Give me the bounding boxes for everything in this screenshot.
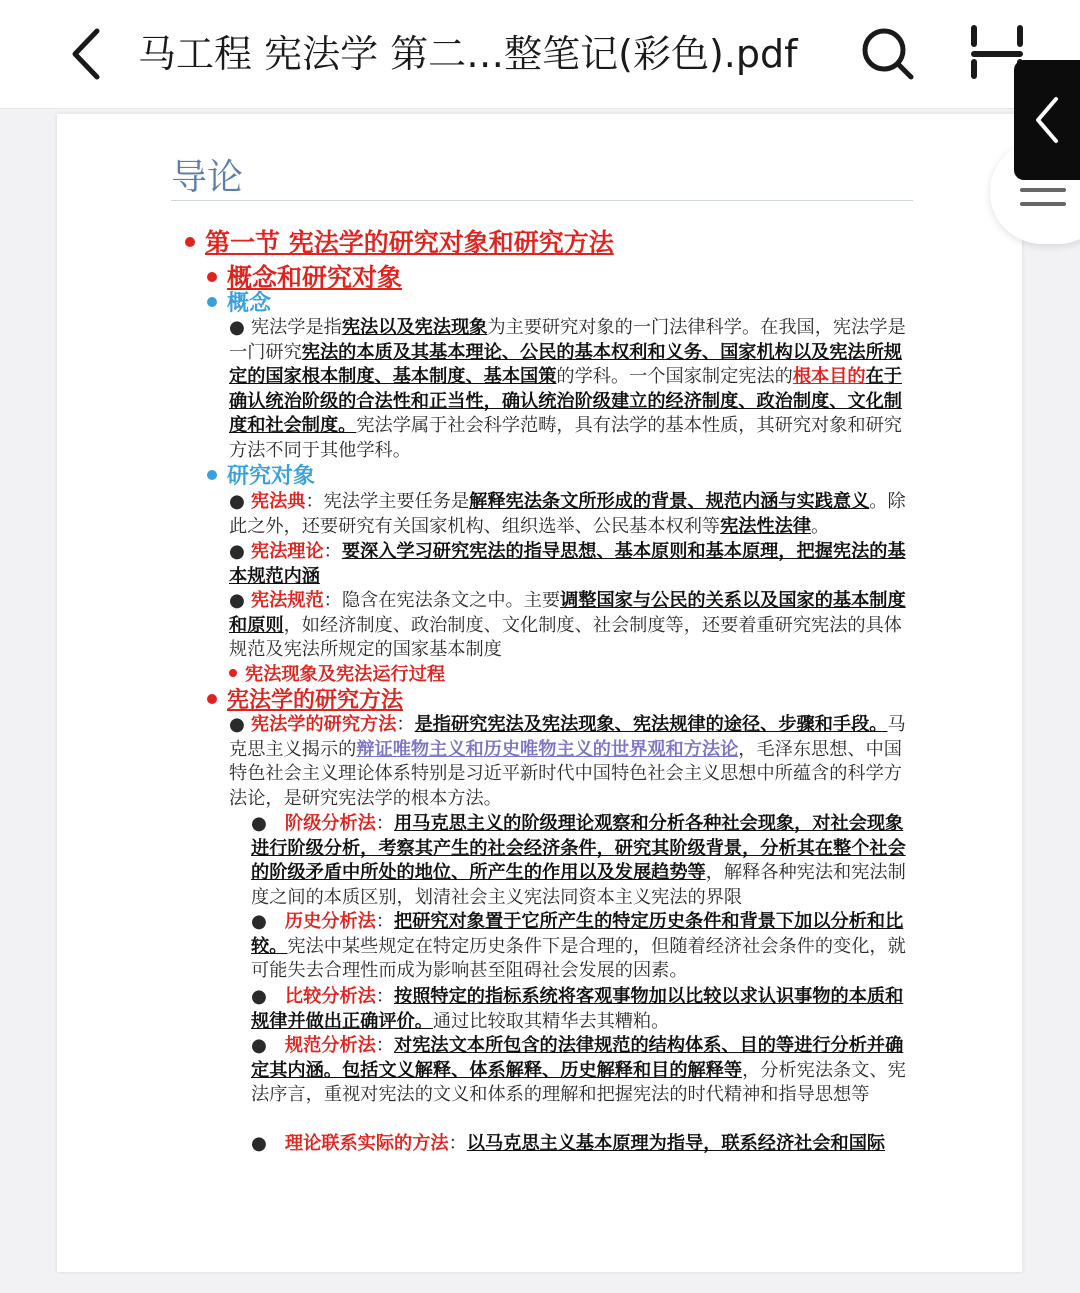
concept-paragraph: ● 宪法学是指宪法以及宪法现象为主要研究对象的一门法律科学。在我国，宪法学是一门研究宪法的本质及其基本理论、公民的基本权利和义务、国家机构以及宪法所规定的国家根本制度、基本制度、基本国策的学科。一个国家制定宪法的根本目的在于确认统治阶级的合法性和正当性，确认统治阶级建立的经济制度、政治制度、文化制度和社会制度。宪法学属于社会科学范畴，具有法学的基本性质，其研究对象和研究方法不同于其他学科。 [229, 317, 906, 461]
bullet [207, 470, 217, 480]
pdf-page [57, 114, 1022, 1272]
method-item: ● 比较分析法：按照特定的指标系统将客观事物加以比较以求认识事物的本质和规律并做出正确评价。通过比较取其精华去其糟粕。 [251, 986, 904, 1032]
concept-heading: 概念 [207, 289, 271, 319]
document-title: 马工程 宪法学 第二…整笔记(彩色).pdf [138, 32, 798, 76]
chevron-left-icon [1034, 95, 1060, 145]
chapter-title: 导论 [171, 157, 244, 198]
subsection-heading: 概念和研究对象 [207, 261, 402, 295]
search-icon [858, 24, 916, 82]
bullet [207, 272, 217, 282]
object-heading: 研究对象 [207, 462, 315, 492]
divider [171, 200, 913, 201]
method-item: ● 理论联系实际的方法：以马克思主义基本原理为指导，联系经济社会和国际 [251, 1133, 886, 1154]
list-icon [1020, 188, 1066, 192]
method-heading: 宪法学的研究方法 [207, 686, 403, 716]
side-panel-tab[interactable] [1014, 60, 1080, 180]
section-heading: 第一节 宪法学的研究对象和研究方法 [185, 226, 614, 260]
method-item: ● 规范分析法：对宪法文本所包含的法律规范的结构体系、目的等进行分析并确定其内涵。包括文义解释、体系解释、历史解释和目的解释等，分析宪法条文、宪法序言，重视对宪法的文义和体系的理解和把握宪法的时代精神和指导思想等 [251, 1035, 906, 1106]
bullet [207, 297, 217, 307]
bullet [229, 669, 237, 677]
object-item: 宪法现象及宪法运行过程 [229, 663, 919, 688]
method-intro: ● 宪法学的研究方法：是指研究宪法及宪法现象、宪法规律的途径、步骤和手段。马克思主义揭示的辩证唯物主义和历史唯物主义的世界观和方法论，毛泽东思想、中国特色社会主义理论体系特别是习近平新时代中国特色社会主义思想中所蕴含的科学方法论，是研究宪法学的根本方法。 [229, 714, 906, 809]
search-button[interactable] [856, 22, 918, 84]
back-button[interactable] [58, 22, 114, 86]
method-item: ● 历史分析法：把研究对象置于它所产生的特定历史条件和背景下加以分析和比较。宪法中某些规定在特定历史条件下是合理的，但随着经济社会条件的变化，就可能失去合理性而成为影响甚至阻碍社会发展的因素。 [251, 911, 906, 982]
top-bar [0, 0, 1080, 109]
object-item: ● 宪法典：宪法学主要任务是解释宪法条文所形成的背景、规范内涵与实践意义。除此之外，还要研究有关国家机构、组织选举、公民基本权利等宪法性法律。 [229, 491, 906, 537]
page-content [57, 114, 1022, 1272]
object-item: ● 宪法理论：要深入学习研究宪法的指导思想、基本原则和基本原理，把握宪法的基本规范内涵 [229, 541, 906, 587]
object-item: ● 宪法规范：隐含在宪法条文之中。主要调整国家与公民的关系以及国家的基本制度和原则，如经济制度、政治制度、文化制度、社会制度等，还要着重研究宪法的具体规范及宪法所规定的国家基本制度 [229, 590, 906, 661]
bullet [207, 694, 217, 704]
method-item: ● 阶级分析法：用马克思主义的阶级理论观察和分析各种社会现象，对社会现象进行阶级分析，考察其产生的社会经济条件，研究其阶级背景，分析其在整个社会的阶级矛盾中所处的地位、所产生的作用以及发展趋势等，解释各种宪法和宪法制度之间的本质区别，划清社会主义宪法同资本主义宪法的界限 [251, 813, 906, 908]
bullet [185, 237, 195, 247]
chevron-left-icon [69, 27, 103, 81]
